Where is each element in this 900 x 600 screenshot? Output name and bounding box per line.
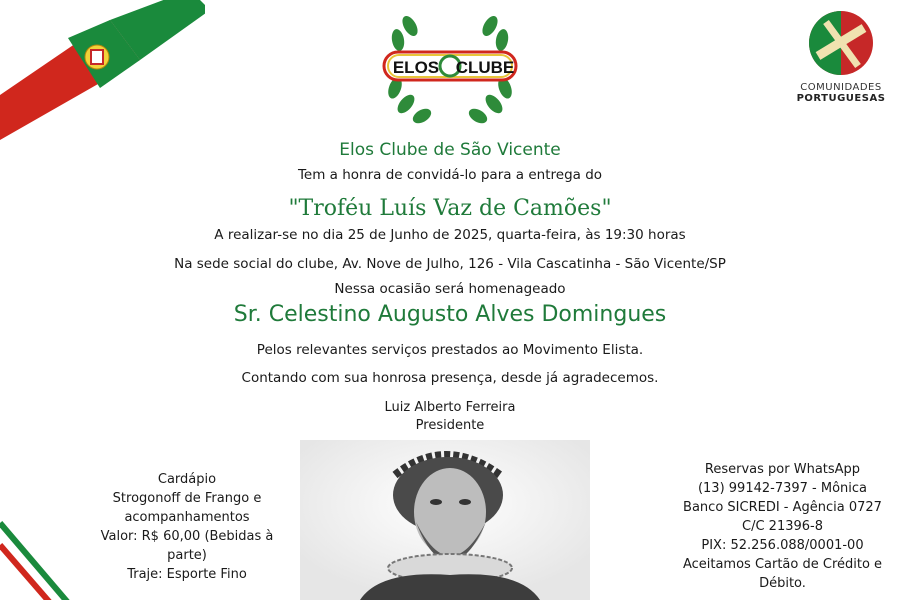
decorative-flag-stripes [0, 505, 80, 600]
elos-logo-word-right: CLUBE [455, 58, 515, 77]
honor-line: Tem a honra de convidá-lo para a entrega do [297, 167, 603, 183]
menu-title: Cardápio [157, 472, 217, 487]
dress-code: Traje: Esporte Fino [127, 567, 247, 582]
club-name: Elos Clube de São Vicente [339, 140, 561, 160]
menu-dish: Strogonoff de Frango e acompanhamentos [112, 491, 262, 525]
menu-price: Valor: R$ 60,00 (Bebidas à parte) [100, 529, 274, 563]
camoes-portrait [300, 440, 590, 600]
elos-logo-word-left: ELOS [392, 58, 440, 77]
pix-key: PIX: 52.256.088/0001-00 [701, 538, 864, 553]
bank-info: Banco SICREDI - Agência 0727 [683, 500, 882, 515]
menu-block [92, 470, 282, 584]
occasion-line: Nessa ocasião será homenageado [334, 281, 566, 297]
comunidades-logo-line1: COMUNIDADES [800, 82, 882, 93]
signatory-name: Luiz Alberto Ferreira [384, 400, 516, 415]
thanks-line: Contando com sua honrosa presença, desde já agradecemos. [241, 370, 659, 386]
elos-clube-logo [378, 6, 522, 134]
reason-line: Pelos relevantes serviços prestados ao Movimento Elista. [256, 342, 644, 358]
date-line: A realizar-se no dia 25 de Junho de 2025, quarta-feira, às 19:30 horas [214, 227, 686, 243]
trophy-name: "Troféu Luís Vaz de Camões" [288, 196, 612, 221]
reservations-title: Reservas por WhatsApp [704, 462, 861, 477]
venue-line: Na sede social do clube, Av. Nove de Julho, 126 - Vila Cascatinha - São Vicente/SP [174, 256, 726, 272]
honoree-name: Sr. Celestino Augusto Alves Domingues [233, 302, 667, 327]
comunidades-portuguesas-logo [788, 8, 894, 104]
comunidades-logo-line2: PORTUGUESAS [796, 93, 886, 104]
comunidades-emblem-icon [806, 8, 876, 78]
signatory-title: Presidente [415, 418, 485, 433]
payment-methods: Aceitamos Cartão de Crédito e Débito. [682, 557, 883, 591]
portugal-flag-ribbon [0, 0, 205, 140]
bank-account: C/C 21396-8 [742, 519, 823, 534]
reservations-block [680, 460, 885, 593]
reservations-phone: (13) 99142-7397 - Mônica [697, 481, 868, 496]
